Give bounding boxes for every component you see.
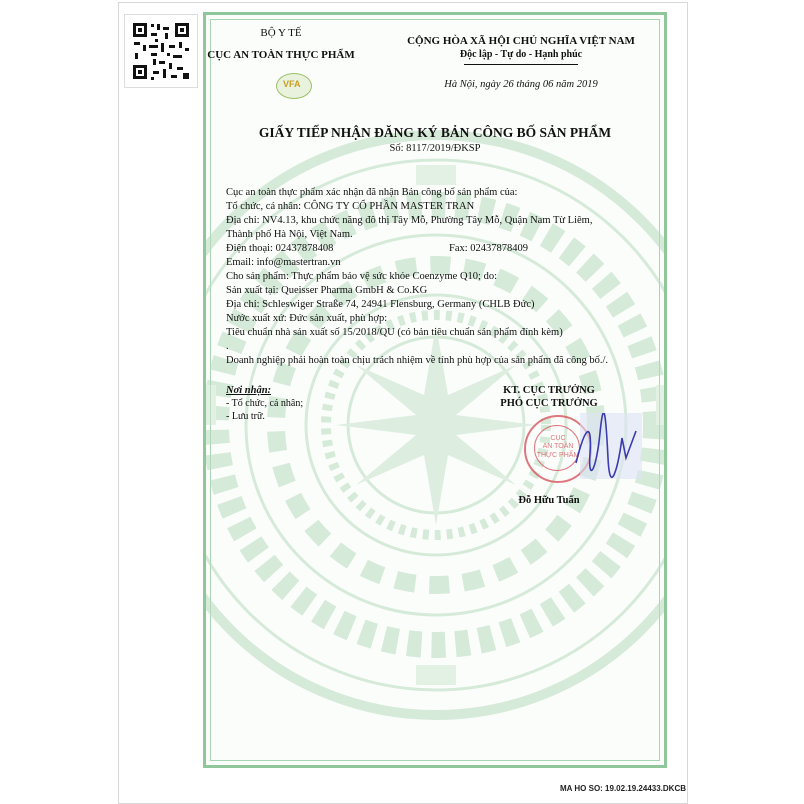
standard-line: Tiêu chuẩn nhà sản xuất số 15/2018/QU (có bản tiêu chuẩn sản phẩm đính kèm) [226, 327, 563, 338]
phone-line: Điện thoại: 02437878408 [226, 243, 334, 254]
vfa-logo: VFA [276, 73, 312, 99]
address-line-2: Thành phố Hà Nội, Việt Nam. [226, 229, 353, 240]
manufacturer-line: Sản xuất tại: Queisser Pharma GmbH & Co.KG [226, 285, 428, 296]
signer-role-2: PHÓ CỤC TRƯỞNG [500, 398, 598, 409]
dossier-code: MA HO SO: 19.02.19.24433.DKCB [560, 784, 686, 793]
department-name: CỤC AN TOÀN THỰC PHẨM [207, 49, 355, 61]
signer-name: Đỗ Hữu Tuấn [518, 495, 580, 506]
official-stamp: CỤC AN TOÀN THỰC PHẨM [524, 415, 592, 483]
date-line: Hà Nội, ngày 26 tháng 06 năm 2019 [444, 79, 598, 90]
organization-line: Tổ chức, cá nhân: CÔNG TY CỔ PHẦN MASTER TRAN [226, 201, 475, 212]
handwritten-signature [566, 413, 646, 483]
email-line: Email: info@mastertran.vn [226, 257, 341, 268]
recipients-heading: Nơi nhận: [226, 385, 272, 396]
motto-underline [464, 64, 578, 65]
qr-code [124, 14, 198, 88]
recipient-item: - Lưu trữ. [226, 411, 265, 422]
document-title: GIẤY TIẾP NHẬN ĐĂNG KÝ BẢN CÔNG BỐ SẢN PHẨM [258, 125, 612, 140]
responsibility-line: Doanh nghiệp phải hoàn toàn chịu trách nhiệm về tính phù hợp của sản phẩm đã công bố./. [226, 355, 608, 366]
document-number: Số: 8117/2019/ĐKSP [389, 143, 481, 154]
manufacturer-address-line: Địa chỉ: Schleswiger Straße 74, 24941 Flensburg, Germany (CHLB Đức) [226, 299, 535, 310]
recipient-item: - Tổ chức, cá nhân; [226, 398, 304, 409]
certificate-frame [203, 12, 667, 768]
nation-name: CỘNG HÒA XÃ HỘI CHỦ NGHĨA VIỆT NAM [407, 35, 635, 47]
motto: Độc lập - Tự do - Hạnh phúc [459, 49, 583, 60]
origin-line: Nước xuất xứ: Đức sản xuất, phù hợp: [226, 313, 388, 324]
address-line: Địa chỉ: NV4.13, khu chức năng đô thị Tây Mỗ, Phường Tây Mỗ, Quận Nam Từ Liêm, [226, 215, 593, 226]
signer-role-1: KT. CỤC TRƯỞNG [503, 385, 595, 396]
body-line-1: Cục an toàn thực phẩm xác nhận đã nhận Bản công bố sản phẩm của: [226, 187, 518, 198]
fax-line: Fax: 02437878409 [449, 243, 529, 254]
ministry-name: BỘ Y TẾ [260, 27, 302, 39]
product-line: Cho sản phẩm: Thực phẩm bảo vệ sức khỏe Coenzyme Q10; do: [226, 271, 498, 282]
dot-line: . [226, 341, 229, 352]
